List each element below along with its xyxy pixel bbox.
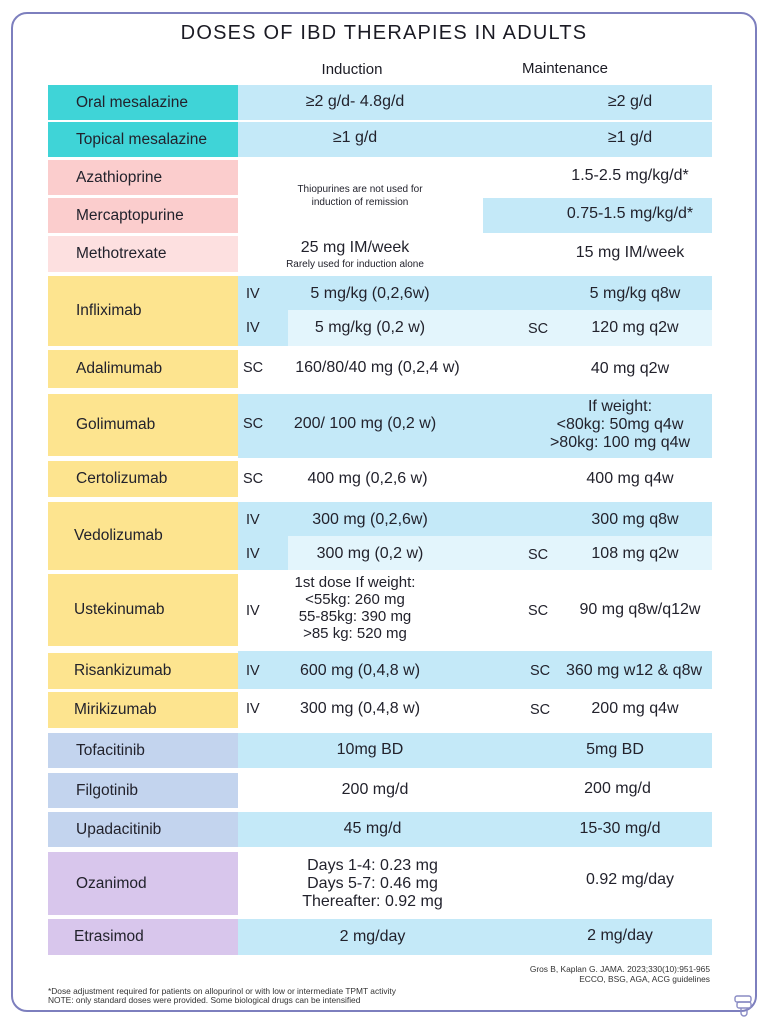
mirikizumab-maintenance: 200 mg q4w bbox=[591, 700, 679, 717]
drug-upadacitinib: Upadacitinib bbox=[48, 812, 238, 847]
drug-risankizumab: Risankizumab bbox=[48, 653, 238, 689]
ustekinumab-maint-route: SC bbox=[528, 603, 549, 619]
mirikizumab-route: IV bbox=[246, 701, 260, 717]
drug-mercaptopurine: Mercaptopurine bbox=[48, 198, 238, 233]
drug-azathioprine: Azathioprine bbox=[48, 160, 238, 195]
risankizumab-induction: 600 mg (0,4,8 w) bbox=[299, 662, 421, 679]
filgotinib-maintenance: 200 mg/d bbox=[584, 780, 651, 797]
methotrexate-maintenance: 15 mg IM/week bbox=[575, 244, 685, 261]
drug-golimumab: Golimumab bbox=[48, 394, 238, 456]
golimumab-maint-line1: If weight: bbox=[587, 398, 653, 415]
vedolizumab-route-2: IV bbox=[246, 546, 260, 562]
golimumab-induction: 200/ 100 mg (0,2 w) bbox=[293, 415, 437, 432]
vedolizumab-maintenance-2: 108 mg q2w bbox=[591, 545, 679, 562]
tofacitinib-maintenance: 5mg BD bbox=[586, 741, 644, 758]
ozanimod-induction-line1: Days 1-4: 0.23 mg bbox=[307, 857, 438, 874]
certolizumab-induction: 400 mg (0,2,6 w) bbox=[307, 470, 428, 487]
upadacitinib-induction: 45 mg/d bbox=[343, 820, 402, 837]
vedolizumab-route-1: IV bbox=[246, 512, 260, 528]
mercaptopurine-maintenance: 0.75-1.5 mg/kg/d* bbox=[566, 205, 694, 222]
ustekinumab-induction-line3: 55-85kg: 390 mg bbox=[298, 608, 412, 625]
drug-ozanimod: Ozanimod bbox=[48, 852, 238, 915]
drug-vedolizumab: Vedolizumab bbox=[48, 502, 238, 570]
drug-tofacitinib: Tofacitinib bbox=[48, 733, 238, 768]
infliximab-maintenance-1: 5 mg/kg q8w bbox=[589, 285, 681, 302]
certolizumab-route: SC bbox=[243, 471, 264, 487]
golimumab-route: SC bbox=[243, 416, 264, 432]
ozanimod-induction-line2: Days 5-7: 0.46 mg bbox=[307, 875, 438, 892]
footnote-line2: NOTE: only standard doses were provided. Some biological drugs can be intensified bbox=[48, 995, 361, 1005]
drug-etrasimod: Etrasimod bbox=[48, 919, 238, 955]
etrasimod-induction: 2 mg/day bbox=[339, 928, 406, 945]
drug-mirikizumab: Mirikizumab bbox=[48, 692, 238, 728]
tofacitinib-induction: 10mg BD bbox=[336, 741, 404, 758]
drug-certolizumab: Certolizumab bbox=[48, 461, 238, 497]
mirikizumab-induction: 300 mg (0,4,8 w) bbox=[299, 700, 421, 717]
drug-oral-mesalazine: Oral mesalazine bbox=[48, 85, 238, 120]
infliximab-maintenance-2: 120 mg q2w bbox=[591, 319, 679, 336]
reference-line2: ECCO, BSG, AGA, ACG guidelines bbox=[579, 974, 710, 984]
ustekinumab-induction-line2: <55kg: 260 mg bbox=[305, 591, 405, 608]
reference-line1: Gros B, Kaplan G. JAMA. 2023;330(10):951-965 bbox=[529, 964, 710, 974]
mirikizumab-maint-route: SC bbox=[530, 702, 551, 718]
methotrexate-induction-note: Rarely used for induction alone bbox=[286, 259, 424, 270]
filgotinib-induction: 200 mg/d bbox=[341, 781, 409, 798]
drug-adalimumab: Adalimumab bbox=[48, 350, 238, 388]
infliximab-induction-1: 5 mg/kg (0,2,6w) bbox=[310, 285, 430, 302]
thiopurine-note-line2: induction of remission bbox=[311, 197, 409, 208]
upadacitinib-maintenance: 15-30 mg/d bbox=[579, 820, 661, 837]
ustekinumab-route: IV bbox=[246, 603, 260, 619]
certolizumab-maintenance: 400 mg q4w bbox=[586, 470, 674, 487]
infliximab-route-1: IV bbox=[246, 286, 260, 302]
golimumab-maint-line2: <80kg: 50mg q4w bbox=[556, 416, 684, 433]
ustekinumab-maintenance: 90 mg q8w/q12w bbox=[579, 601, 701, 618]
risankizumab-maint-route: SC bbox=[530, 663, 551, 679]
etrasimod-maintenance: 2 mg/day bbox=[587, 927, 653, 944]
ozanimod-maintenance: 0.92 mg/day bbox=[585, 871, 675, 888]
golimumab-maint-line3: >80kg: 100 mg q4w bbox=[549, 434, 691, 451]
maintenance-header: Maintenance bbox=[522, 60, 608, 77]
adalimumab-induction: 160/80/40 mg (0,2,4 w) bbox=[295, 359, 460, 376]
adalimumab-maintenance: 40 mg q2w bbox=[590, 360, 670, 377]
drug-ustekinumab: Ustekinumab bbox=[48, 574, 238, 646]
infliximab-route-2: IV bbox=[246, 320, 260, 336]
drug-filgotinib: Filgotinib bbox=[48, 773, 238, 808]
topical-mesalazine-induction: ≥1 g/d bbox=[332, 129, 378, 146]
vedolizumab-maintenance-1: 300 mg q8w bbox=[591, 511, 679, 528]
induction-header: Induction bbox=[321, 61, 383, 78]
drug-topical-mesalazine: Topical mesalazine bbox=[48, 122, 238, 157]
topical-mesalazine-maintenance: ≥1 g/d bbox=[607, 129, 653, 146]
azathioprine-maintenance: 1.5-2.5 mg/kg/d* bbox=[571, 167, 689, 184]
infliximab-maint-route-2: SC bbox=[528, 321, 549, 337]
ozanimod-induction-line3: Thereafter: 0.92 mg bbox=[302, 893, 443, 910]
drug-infliximab: Infliximab bbox=[48, 276, 238, 346]
page-title: DOSES OF IBD THERAPIES IN ADULTS bbox=[180, 22, 588, 44]
drug-methotrexate: Methotrexate bbox=[48, 236, 238, 272]
oral-mesalazine-induction: ≥2 g/d- 4.8g/d bbox=[305, 93, 405, 110]
footnote-line1: *Dose adjustment required for patients on allopurinol or with low or intermediate TPMT activity bbox=[48, 986, 396, 996]
methotrexate-induction: 25 mg IM/week bbox=[300, 239, 410, 256]
risankizumab-maintenance: 360 mg w12 & q8w bbox=[565, 662, 703, 679]
thiopurine-note-line1: Thiopurines are not used for bbox=[297, 184, 423, 195]
risankizumab-route: IV bbox=[246, 663, 260, 679]
adalimumab-route: SC bbox=[243, 360, 264, 376]
infliximab-induction-2: 5 mg/kg (0,2 w) bbox=[314, 319, 426, 336]
ustekinumab-induction-line4: >85 kg: 520 mg bbox=[303, 625, 407, 642]
oral-mesalazine-maintenance: ≥2 g/d bbox=[607, 93, 653, 110]
ustekinumab-induction-line1: 1st dose If weight: bbox=[294, 574, 416, 591]
vedolizumab-maint-route-2: SC bbox=[528, 547, 549, 563]
vedolizumab-induction-2: 300 mg (0,2 w) bbox=[316, 545, 424, 562]
document-stack-icon bbox=[733, 993, 755, 1019]
vedolizumab-induction-1: 300 mg (0,2,6w) bbox=[312, 511, 428, 528]
